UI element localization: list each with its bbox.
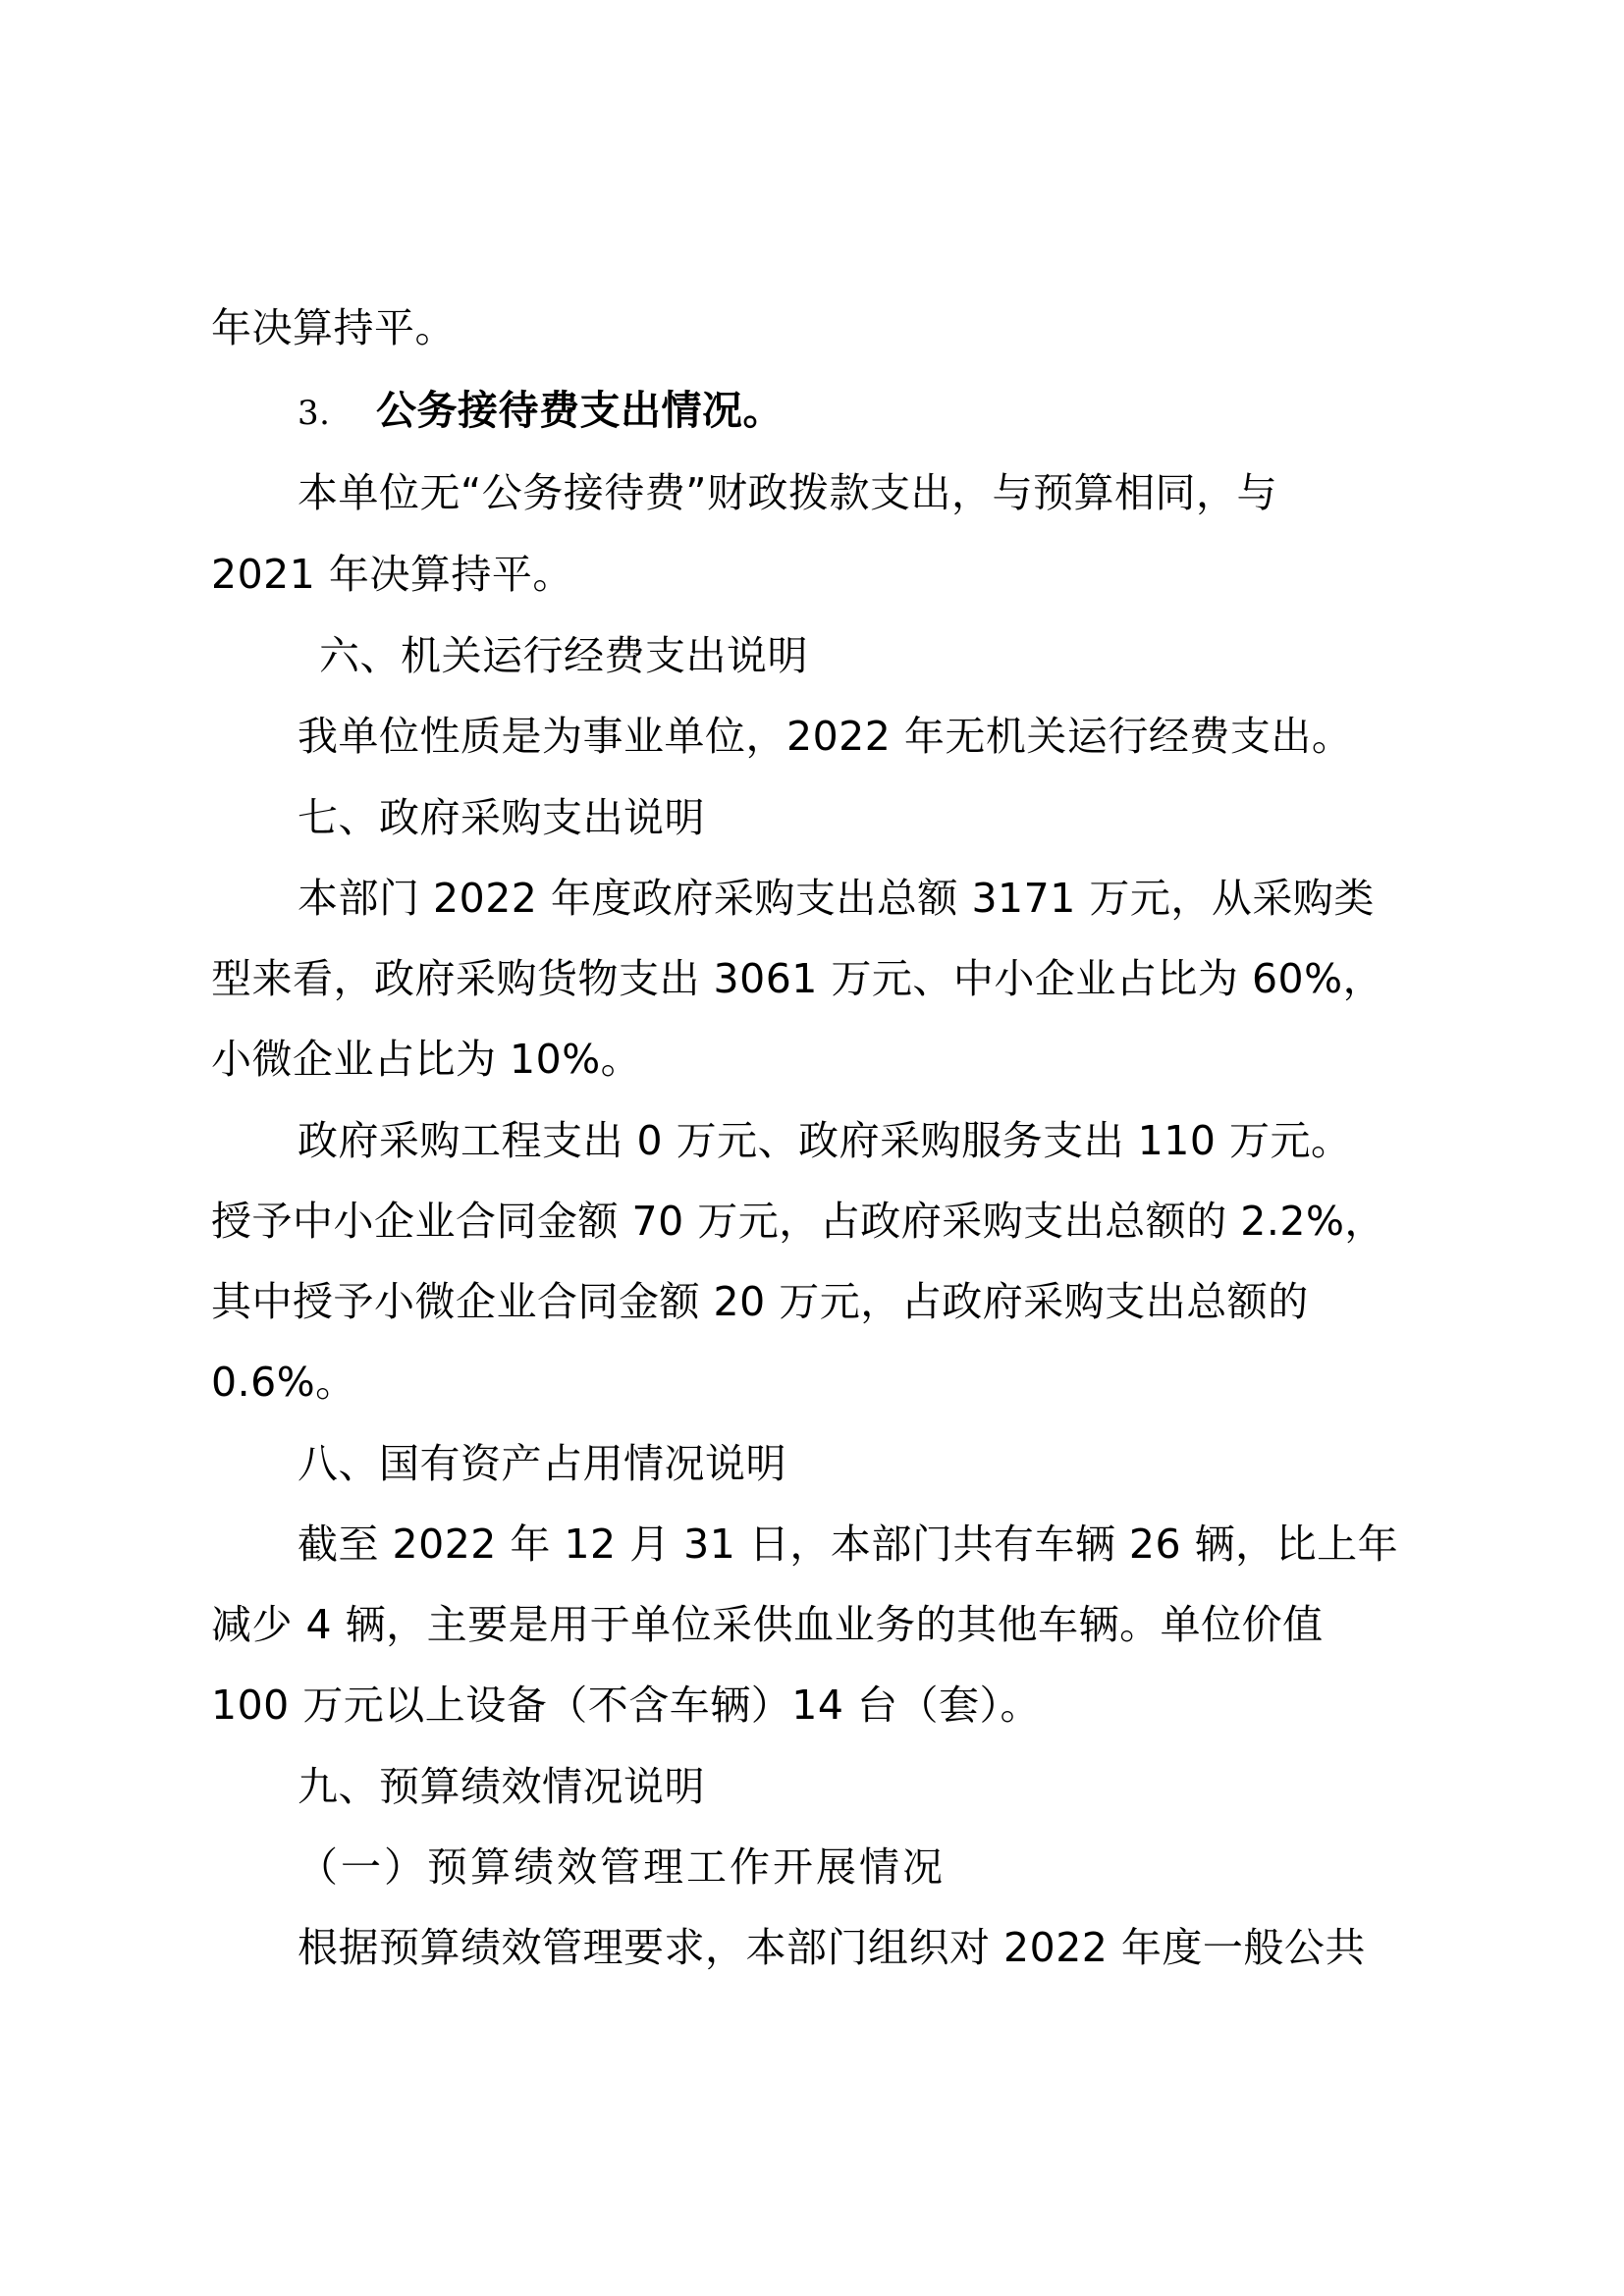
- section-heading: 六、机关运行经费支出说明: [319, 632, 808, 679]
- text-line: 小微企业占比为 10%。: [211, 1036, 642, 1083]
- text-line: 减少 4 辆，主要是用于单位采供血业务的其他车辆。单位价值: [211, 1601, 1324, 1648]
- text-line: 根据预算绩效管理要求，本部门组织对 2022 年度一般公共: [298, 1924, 1366, 1971]
- text-line: 年决算持平。: [211, 304, 456, 351]
- text-line: 2021 年决算持平。: [211, 551, 573, 598]
- section-heading-3: [298, 383, 784, 441]
- heading-number: 3.: [298, 394, 331, 433]
- section-heading: 九、预算绩效情况说明: [298, 1763, 705, 1810]
- text-line: 本部门 2022 年度政府采购支出总额 3171 万元，从采购类: [298, 875, 1375, 922]
- text-line: 我单位性质是为事业单位，2022 年无机关运行经费支出。: [298, 713, 1353, 760]
- text-line: 0.6%。: [211, 1359, 356, 1406]
- text-line: 授予中小企业合同金额 70 万元，占政府采购支出总额的 2.2%，: [211, 1198, 1385, 1245]
- heading-text: 公务接待费支出情况。: [376, 387, 784, 434]
- section-heading: 八、国有资产占用情况说明: [298, 1440, 786, 1487]
- text-line: 政府采购工程支出 0 万元、政府采购服务支出 110 万元。: [298, 1117, 1352, 1164]
- text-line: 型来看，政府采购货物支出 3061 万元、中小企业占比为 60%，: [211, 955, 1384, 1002]
- section-heading: 七、政府采购支出说明: [298, 794, 705, 841]
- text-line: 其中授予小微企业合同金额 20 万元，占政府采购支出总额的: [211, 1278, 1309, 1325]
- text-line: 100 万元以上设备（不含车辆）14 台（套）。: [211, 1682, 1041, 1729]
- text-line: 截至 2022 年 12 月 31 日，本部门共有车辆 26 辆，比上年: [298, 1521, 1399, 1568]
- subsection-heading: （一）预算绩效管理工作开展情况: [298, 1843, 946, 1891]
- text-line: 本单位无“公务接待费”财政拨款支出，与预算相同，与: [298, 469, 1277, 516]
